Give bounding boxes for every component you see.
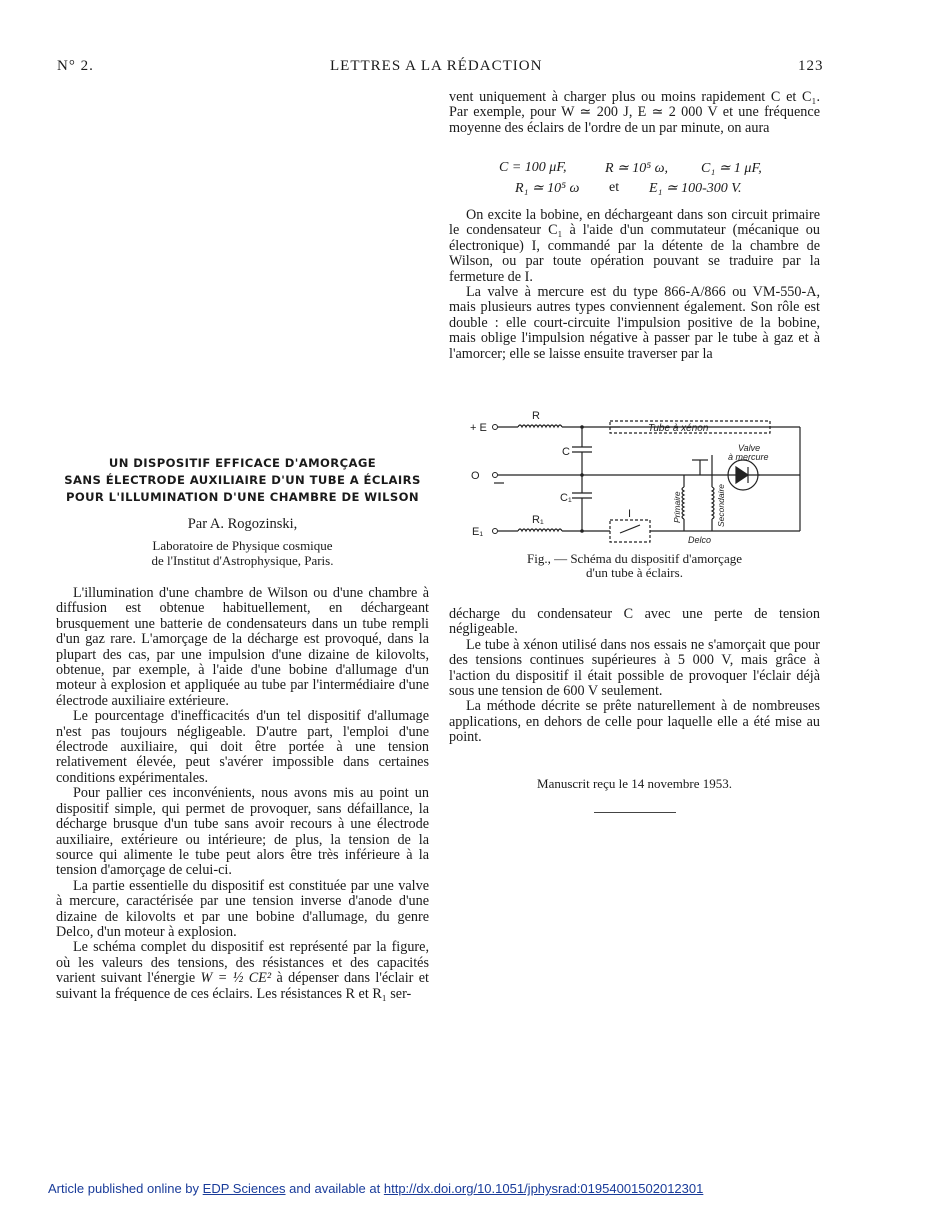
doi-link[interactable]: http://dx.doi.org/10.1051/jphysrad:01954001502012301 <box>383 1181 704 1196</box>
paragraph: Le pourcentage d'inefficacités d'un tel dispositif d'allumage n'est pas toujours négligeable. D'autre part, l'emploi d'une électrode auxiliaire, qui doit être portée à une tension relativement élevée, peut s'avérer impossible dans certaines conditions expérimentales. <box>56 708 429 786</box>
title-line: UN DISPOSITIF EFFICACE D'AMORÇAGE <box>108 456 377 470</box>
caption-line: d'un tube à éclairs. <box>586 565 683 580</box>
page-number: 123 <box>798 58 824 74</box>
label-valve: Valve <box>738 443 761 453</box>
right-column-before-figure <box>449 208 820 362</box>
issue-number: N° 2. <box>57 58 94 74</box>
equation-term: C = 100 μF, <box>499 160 567 175</box>
label-e1: E₁ <box>472 526 484 538</box>
title-line: SANS ÉLECTRODE AUXILIAIRE D'UN TUBE A ÉCLAIRS <box>64 473 421 487</box>
label-c1: C₁ <box>560 492 572 504</box>
paragraph-text: à dépenser dans l'éclair et suivant la fréquence de ces éclairs. Les résistances R et R₁ ser- <box>56 970 430 1002</box>
circuit-diagram <box>460 405 820 550</box>
equation-term: R ≃ 10⁵ ω, <box>605 161 669 176</box>
author-byline: Par A. Rogozinski, <box>187 516 298 532</box>
publication-footer <box>48 1181 703 1196</box>
label-o: O <box>471 470 480 482</box>
paragraph: La valve à mercure est du type 866-A/866 ou VM-550-A, mais plusieurs autres types conviennent également. Son rôle est double : elle court-circuite l'impulsion positive de la bobine, mais oblige l'impulsion négative à passer par le tube à gaz et à l'amorcer; elle se laisse ensuite traverser par la <box>449 284 820 362</box>
paragraph-text: Le schéma complet du dispositif est représenté par la figure, où les valeurs des tensions, des résistances et des capacités varient suivant l'énergie <box>56 939 429 987</box>
paragraph: vent uniquement à charger plus ou moins rapidement C et C₁. Par exemple, pour W ≃ 200 J, E ≃ 2 000 V et une fréquence moyenne des éclairs de l'ordre de un par minute, on aura <box>449 89 820 136</box>
label-valve-mercury: à mercure <box>728 452 769 462</box>
running-title: LETTRES A LA RÉDACTION <box>330 58 543 74</box>
paragraph: La méthode décrite se prête naturellement à de nombreuses applications, en dehors de celle pour laquelle elle a été mise au point. <box>449 698 820 746</box>
title-line: POUR L'ILLUMINATION D'UNE CHAMBRE DE WILSON <box>65 490 420 504</box>
figure-caption <box>449 552 820 580</box>
footer-prefix: Article published online by <box>48 1181 200 1196</box>
equation-term: E₁ ≃ 100-300 V. <box>649 181 742 196</box>
author-affiliation <box>56 538 429 568</box>
paragraph: Pour pallier ces inconvénients, nous avons mis au point un dispositif simple, qui permet de provoquer, sans défaillance, la décharge brusque d'un tube sans avoir recours à une électrode auxiliaire, extérieure ou intérieure; de plus, la tension de la source qui alimente le tube peut alors être très inférieure à la tension d'amorçage de celui-ci. <box>56 785 429 879</box>
footer-middle: and available at <box>289 1181 381 1196</box>
energy-formula: W = ½ CE² <box>200 970 272 987</box>
paragraph: Le tube à xénon utilisé dans nos essais ne s'amorçait que pour des tensions continues supérieures à 5 000 V, mais grâce à l'action du dispositif il était possible de provoquer l'éclair déjà sous une tension de 600 V seulement. <box>449 636 820 700</box>
equation-term: et <box>609 180 620 195</box>
affiliation-line: Laboratoire de Physique cosmique <box>152 538 333 553</box>
end-rule <box>594 812 676 813</box>
equation-term: R₁ ≃ 10⁵ ω <box>515 181 580 196</box>
label-c: C <box>562 446 570 458</box>
label-secondaire: Secondaire <box>716 483 726 527</box>
label-tube: Tube à xénon <box>648 423 709 434</box>
paragraph: On excite la bobine, en déchargeant dans son circuit primaire le condensateur C₁ à l'aide d'un commutateur (mécanique ou électronique) I, commandé par la détente de la chambre de Wilson, ou par toute opération pouvant se traduire par la fermeture de I. <box>449 207 820 285</box>
right-column-after-figure <box>449 607 820 746</box>
label-r: R <box>532 410 540 422</box>
paragraph <box>56 940 429 1002</box>
paragraph: décharge du condensateur C avec une perte de tension négligeable. <box>449 606 820 638</box>
right-column-top <box>449 90 820 136</box>
label-r1: R₁ <box>532 514 544 526</box>
caption-line: Fig., — Schéma du dispositif d'amorçage <box>526 551 742 566</box>
affiliation-line: de l'Institut d'Astrophysique, Paris. <box>151 553 334 568</box>
label-delco: Delco <box>688 535 712 545</box>
equation-term: C₁ ≃ 1 μF, <box>701 161 762 176</box>
paragraph: L'illumination d'une chambre de Wilson ou d'une chambre à diffusion est obtenue habituellement, en déchargeant brusquement une batterie de condensateurs dans un tube rempli d'un gaz rare. L'amorçage de la décharge est provoqué, dans la plupart des cas, par une impulsion d'une dizaine de kilovolts, obtenue, par exemple, à l'aide d'une bobine d'allumage d'un moteur à explosion et appliquée au tube par l'intermédiaire d'une électrode auxiliaire extérieure. <box>56 585 429 709</box>
paragraph: La partie essentielle du dispositif est constituée par une valve à mercure, caractérisée par une tension inverse d'anode d'une dizaine de kilovolts et par une bobine d'allumage, du genre Delco, d'un moteur à explosion. <box>56 877 429 940</box>
article-title <box>56 455 429 506</box>
label-switch: I <box>628 508 632 520</box>
publisher-link[interactable]: EDP Sciences <box>202 1181 286 1196</box>
manuscript-received-note: Manuscrit reçu le 14 novembre 1953. <box>537 776 732 791</box>
left-column-body <box>56 586 429 1002</box>
label-primaire: Primaire <box>672 491 682 523</box>
label-e: + E <box>470 422 487 434</box>
